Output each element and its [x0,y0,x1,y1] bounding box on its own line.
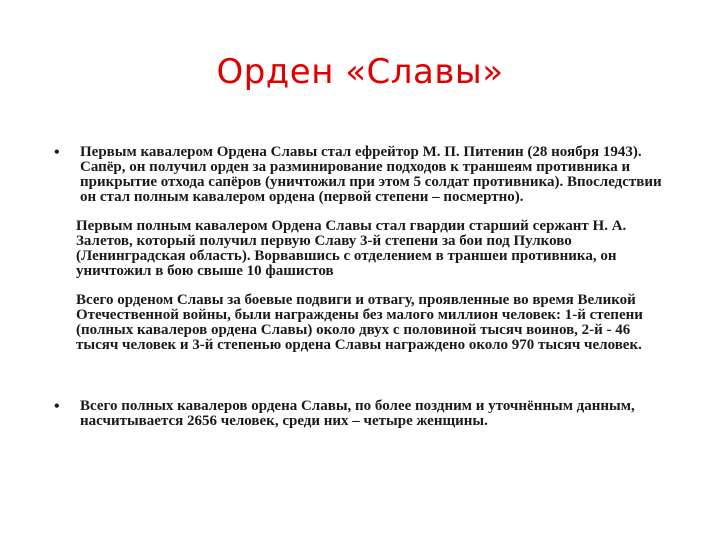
slide-content [50,145,670,429]
bullet-icon: • [54,398,60,415]
paragraph-first-cavalier: Первым кавалером Ордена Славы стал ефрейтор М. П. Питенин (28 ноября 1943). Сапёр, он получил орден за разминирование подходов к траншеям противника и прикрытие отхода сапёров (уничтожил при этом 5 солдат противника). Впоследствии он стал полным кавалером ордена (первой степени – посмертно). [80,144,662,205]
paragraph-full-cavaliers-count: Всего полных кавалеров ордена Славы, по более поздним и уточнённым данным, насчитывается 2656 человек, среди них – четыре женщины. [80,398,635,429]
slide-title: Орден «Славы» [216,52,504,92]
bullet-text [80,399,670,429]
bullet-item-full-cavaliers-count [50,399,670,429]
paragraph-total-awarded: Всего орденом Славы за боевые подвиги и отвагу, проявленные во время Великой Отечественной войны, были награждены без малого миллион человек: 1-й степени (полных кавалеров ордена Славы) около двух с половиной тысяч воинов, 2-й - 46 тысяч человек и 3-й степенью ордена Славы награждено около 970 тысяч человек. [76,292,643,353]
bullet-icon: • [54,144,60,161]
paragraph-first-full-cavalier: Первым полным кавалером Ордена Славы стал гвардии старший сержант Н. А. Залетов, который получил первую Славу 3-й степени за бои под Пулково (Ленинградская область). Ворвавшись с отделением в траншеи противника, он уничтожил в бою свыше 10 фашистов [76,218,627,279]
bullet-text [80,145,670,205]
bullet-item-first-cavalier [50,145,670,205]
